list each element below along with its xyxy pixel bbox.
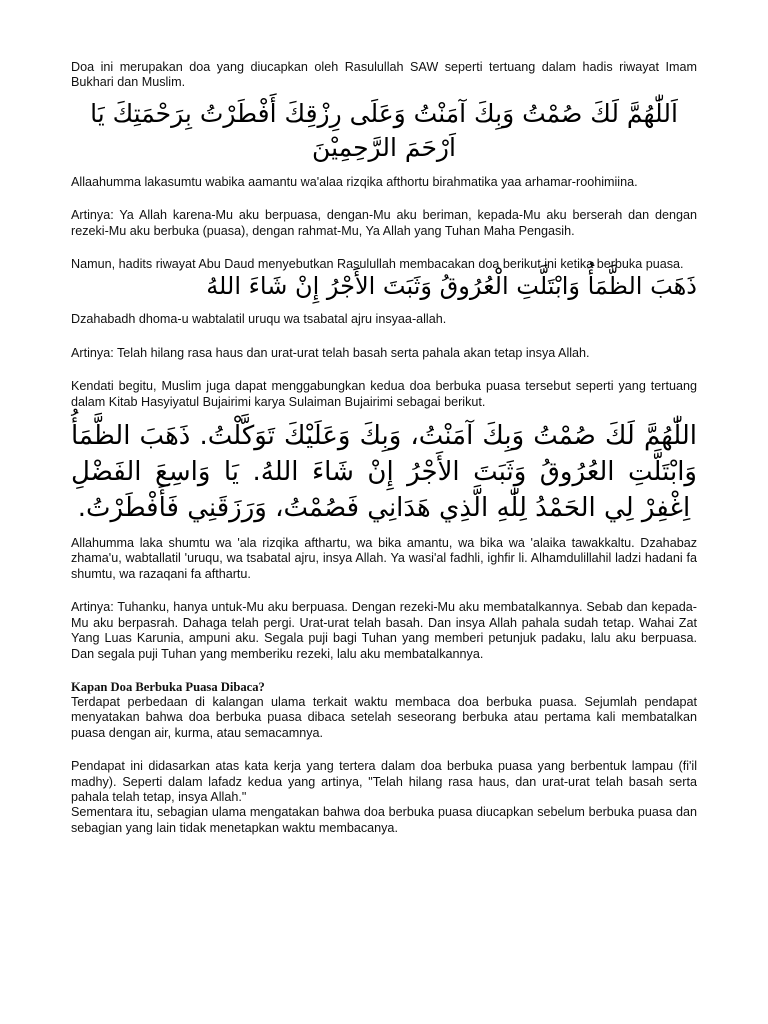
arabic-prayer-1: اَللّٰهُمَّ لَكَ صُمْتُ وَبِكَ آمَنْتُ وَعَلَى رِزْقِكَ أَفْطَرْتُ بِرَحْمَتِكَ يَا اَرْحَمَ الرَّحِمِيْنَ — [90, 98, 678, 162]
timing-paragraph-2: Pendapat ini didasarkan atas kata kerja yang tertera dalam doa berbuka puasa yang berbentuk lampau (fi'il madhy). Seperti dalam lafadz kedua yang artinya, "Telah hilang rasa haus, dan urat-urat telah basah serta pahala telah tetap, insya Allah." — [71, 759, 697, 804]
translation-3: Artinya: Tuhanku, hanya untuk-Mu aku berpuasa. Dengan rezeki-Mu aku membatalkannya. Sebab dan kepada-Mu aku berpasrah. Dahaga telah pergi. Urat-urat telah basah. Dan insya Allah pahala sudah tetap. Wahai Zat Yang Luas Karunia, ampuni aku. Segala puji bagi Tuhan yang memberi petunjuk padaku, lalu aku berpuasa. Dan segala puji Tuhan yang memberiku rezeki, lalu aku membatalkannya. — [71, 600, 697, 661]
timing-paragraph-1: Terdapat perbedaan di kalangan ulama terkait waktu membaca doa berbuka puasa. Sejumlah pendapat menyatakan bahwa doa berbuka puasa dibaca setelah seseorang berbuka atau pertama kali membatalkan puasa dengan air, kurma, atau semacamnya. — [71, 694, 697, 740]
translation-1: Artinya: Ya Allah karena-Mu aku berpuasa, dengan-Mu aku beriman, kepada-Mu aku berserah dan dengan rezeki-Mu aku berbuka (puasa), dengan rahmat-Mu, Ya Allah yang Tuhan Maha Pengasih. — [71, 208, 697, 238]
arabic-prayer-3: اللّٰهُمَّ لَكَ صُمْتُ وَبِكَ آمَنْتُ، وَبِكَ وَعَلَيْكَ تَوَكَّلْتُ. ذَهَبَ الظَّمَأُ وَابْتَلَّتِ العُرُوقُ وَثَبَتَ الأَجْرُ إِنْ شَاءَ اللهُ. يَا وَاسِعَ الفَضْلِ اِغْفِرْ لِي الحَمْدُ لِلّٰهِ الَّذِي هَدَانِي فَصُمْتُ، وَرَزَقَنِي فَأَفْطَرْتُ. — [71, 421, 697, 524]
combined-prayer-paragraph: Kendati begitu, Muslim juga dapat menggabungkan kedua doa berbuka puasa tersebut seperti yang tertuang dalam Kitab Hasyiyatul Bujairimi karya Sulaiman Bujairimi sebagai berikut. — [71, 379, 697, 409]
transliteration-3: Allahumma laka shumtu wa 'ala rizqika afthartu, wa bika amantu, wa bika wa 'alaika tawakkaltu. Dzahabaz zhama'u, wabtallatil 'uruqu, wa tsabatal ajru, insya Allah. Ya wasi'al fadhli, ighfir li. Alhamdulillahil ladzi hadani fa shumtu, wa razaqani fa afthartu. — [71, 536, 697, 581]
section-heading: Kapan Doa Berbuka Puasa Dibaca? — [71, 679, 265, 694]
translation-2: Artinya: Telah hilang rasa haus dan urat-urat telah basah serta pahala akan tetap insya Allah. — [71, 345, 590, 360]
abu-daud-paragraph: Namun, hadits riwayat Abu Daud menyebutkan Rasulullah membacakan doa berikut ini ketika berbuka puasa. — [71, 257, 684, 272]
document-page — [71, 60, 697, 836]
intro-paragraph: Doa ini merupakan doa yang diucapkan oleh Rasulullah SAW seperti tertuang dalam hadis riwayat Imam Bukhari dan Muslim. — [71, 60, 697, 90]
timing-paragraph-3: Sementara itu, sebagian ulama mengatakan bahwa doa berbuka puasa diucapkan sebelum berbuka puasa dan sebagian yang lain tidak menetapkan waktu membacanya. — [71, 805, 697, 835]
transliteration-1: Allaahumma lakasumtu wabika aamantu wa'alaa rizqika afthortu birahmatika yaa arhamar-roohimiina. — [71, 174, 638, 189]
transliteration-2: Dzahabadh dhoma-u wabtalatil uruqu wa tsabatal ajru insyaa-allah. — [71, 312, 447, 327]
arabic-prayer-2: ذَهَبَ الظَّمَأُ وَابْتَلَّتِ الْعُرُوقُ وَثَبَتَ الأَجْرُ إِنْ شَاءَ اللهُ — [206, 272, 697, 301]
